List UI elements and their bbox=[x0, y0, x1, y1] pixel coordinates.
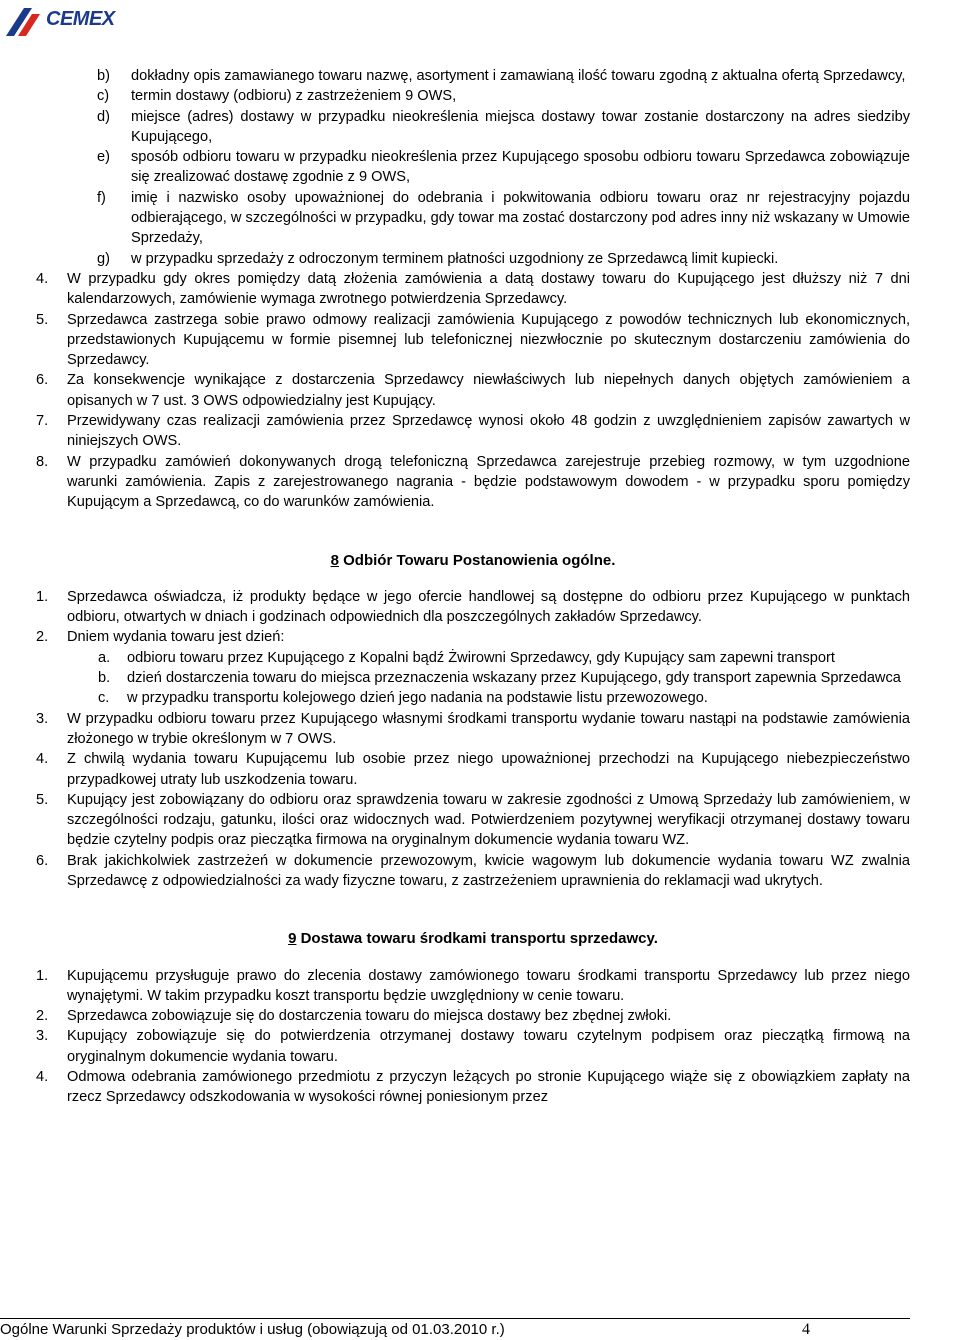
page-number: 4 bbox=[802, 1321, 810, 1338]
list-item: b) dokładny opis zamawianego towaru nazwę, asortyment i zamawianą ilość towaru zgodną z aktualna ofertą Sprzedawcy, bbox=[97, 68, 906, 84]
section7-list bbox=[36, 269, 910, 513]
list-item: 1. Kupującemu przysługuje prawo do zlecenia dostawy zamówionego towaru środkami transportu Sprzedawcy lub przez niego wynajętymi. W takim przypadku koszt transportu będzie uwzględniony w cenie towaru. bbox=[36, 967, 910, 1004]
list-item: f) imię i nazwisko osoby upoważnionej do odebrania i pokwitowania odbioru towaru oraz nr rejestracyjny pojazdu odbierającego, w szczególności w przypadku, gdy towar ma zostać dostarczony pod adres inny niż wskazany w Umowie Sprzedaży, bbox=[97, 189, 910, 247]
list-item: 8. W przypadku zamówień dokonywanych drogą telefoniczną Sprzedawca zarejestruje przebieg rozmowy, w tym uzgodnione warunki zamówienia. Zapis z zarejestrowanego nagrania - będzie podstawowym dowodem - w przypadku sporu pomiędzy Kupującym a Sprzedawcą, co do warunków zamówienia. bbox=[36, 453, 910, 511]
cemex-logo-mark-icon bbox=[2, 4, 46, 38]
list-item: 1. Sprzedawca oświadcza, iż produkty będące w jego ofercie handlowej są dostępne do odbioru przez Kupującego w punktach odbioru, otwartych w dniach i godzinach odpowiednich dla poszczególnych zakładów Sprzedawcy. bbox=[36, 588, 910, 626]
list-item: 6. Brak jakichkolwiek zastrzeżeń w dokumencie przewozowym, kwicie wagowym lub dokumencie wydania towaru WZ zwalnia Sprzedawcę z odpowiedzialności za wady fizyczne towaru, z zastrzeżeniem uprawnienia do reklamacji wad ukrytych. bbox=[36, 852, 910, 889]
list-item: 4. Odmowa odebrania zamówionego przedmiotu z przyczyn leżących po stronie Kupującego wiąże się z obowiązkiem zapłaty na rzecz Sprzedawcy odszkodowania w wysokości równej poniesionym przez bbox=[36, 1069, 910, 1106]
list-item: 3. W przypadku odbioru towaru przez Kupującego własnymi środkami transportu wydanie towaru nastąpi na podstawie zamówienia złożonego w trybie określonym w 7 OWS. bbox=[36, 710, 910, 747]
section9-list bbox=[36, 966, 910, 1108]
cemex-logo bbox=[2, 4, 115, 38]
document-body bbox=[36, 66, 910, 1108]
sub-list-item: c. w przypadku transportu kolejowego dzień jego nadania na podstawie listu przewozowego. bbox=[98, 690, 708, 707]
list-item: 2. Dniem wydania towaru jest dzień: bbox=[36, 629, 285, 646]
list-item: e) sposób odbioru towaru w przypadku nieokreślenia przez Kupującego sposobu odbioru towaru Sprzedawca zobowiązuje się zrealizować dostawę zgodnie z 9 OWS, bbox=[97, 149, 910, 186]
sub-list-item: a. odbioru towaru przez Kupującego z Kopalni bądź Żwirowni Sprzedawcy, gdy Kupujący sam zapewni transport bbox=[98, 649, 835, 666]
footer-text: Ogólne Warunki Sprzedaży produktów i usług (obowiązują od 01.03.2010 r.) bbox=[0, 1321, 505, 1338]
list-item: 7. Przewidywany czas realizacji zamówienia przez Sprzedawcę wynosi około 48 godzin z uwzględnieniem zapisów zawartych w niniejszych OWS. bbox=[36, 413, 910, 450]
list-item: 6. Za konsekwencje wynikające z dostarczenia Sprzedawcy niewłaściwych lub niepełnych danych objętych zamówieniem a opisanych w 7 ust. 3 OWS odpowiedzialny jest Kupujący. bbox=[36, 372, 910, 409]
list-item: 4. Z chwilą wydania towaru Kupującemu lub osobie przez niego upoważnionej przechodzi na Kupującego niebezpieczeństwo przypadkowej utraty lub uszkodzenia towaru. bbox=[36, 751, 910, 788]
page-footer bbox=[0, 1318, 910, 1339]
section8-list bbox=[36, 587, 910, 891]
list-item: g) w przypadku sprzedaży z odroczonym terminem płatności uzgodniony ze Sprzedawcą limit kupiecki. bbox=[97, 250, 779, 267]
list-item: c) termin dostawy (odbioru) z zastrzeżeniem 9 OWS, bbox=[97, 88, 457, 105]
list-item: 5. Sprzedawca zastrzega sobie prawo odmowy realizacji zamówienia Kupującego z powodów technicznych lub ekonomicznych, przedstawionych Kupującemu w formie pisemnej lub telefonicznej niezwłocznie po skutecznym dostarczeniu zamówienia do Sprzedawcy. bbox=[36, 311, 910, 369]
section8-heading: 8 Odbiór Towaru Postanowienia ogólne. bbox=[330, 551, 616, 569]
list-item: 5. Kupujący jest zobowiązany do odbioru oraz sprawdzenia towaru w zakresie zgodności z Umową Sprzedaży lub zamówieniem, w szczególności rodzaju, gatunku, ilości oraz widocznych wad. Potwierdzeniem pozytywnej weryfikacji otrzymanej dostawy towaru będzie czytelny podpis oraz pieczątka firmowa na oryginalnym dokumencie wydania towaru WZ. bbox=[36, 791, 910, 849]
sub-list-item: b. dzień dostarczenia towaru do miejsca przeznaczenia wskazany przez Kupującego, gdy transport zapewnia Sprzedawca bbox=[98, 670, 901, 687]
list-item: 2. Sprzedawca zobowiązuje się do dostarczenia towaru do miejsca dostawy bez zbędnej zwłoki. bbox=[36, 1008, 672, 1025]
section9-heading: 9 Dostawa towaru środkami transportu sprzedawcy. bbox=[288, 930, 658, 948]
list-item: d) miejsce (adres) dostawy w przypadku nieokreślenia miejsca dostawy towar zostanie dostarczony na adres siedziby Kupującego, bbox=[97, 108, 910, 145]
logo-text: CEMEX bbox=[46, 8, 115, 30]
list-item: 3. Kupujący zobowiązuje się do potwierdzenia otrzymanej dostawy towaru czytelnym podpisem oraz pieczątką firmową na oryginalnym dokumencie wydania towaru. bbox=[36, 1028, 910, 1065]
list-item: 4. W przypadku gdy okres pomiędzy datą złożenia zamówienia a datą dostawy towaru do Kupującego jest dłuższy niż 7 dni kalendarzowych, zamówienie wymaga zwrotnego potwierdzenia Sprzedawcy. bbox=[36, 270, 910, 308]
letter-list bbox=[36, 66, 910, 269]
